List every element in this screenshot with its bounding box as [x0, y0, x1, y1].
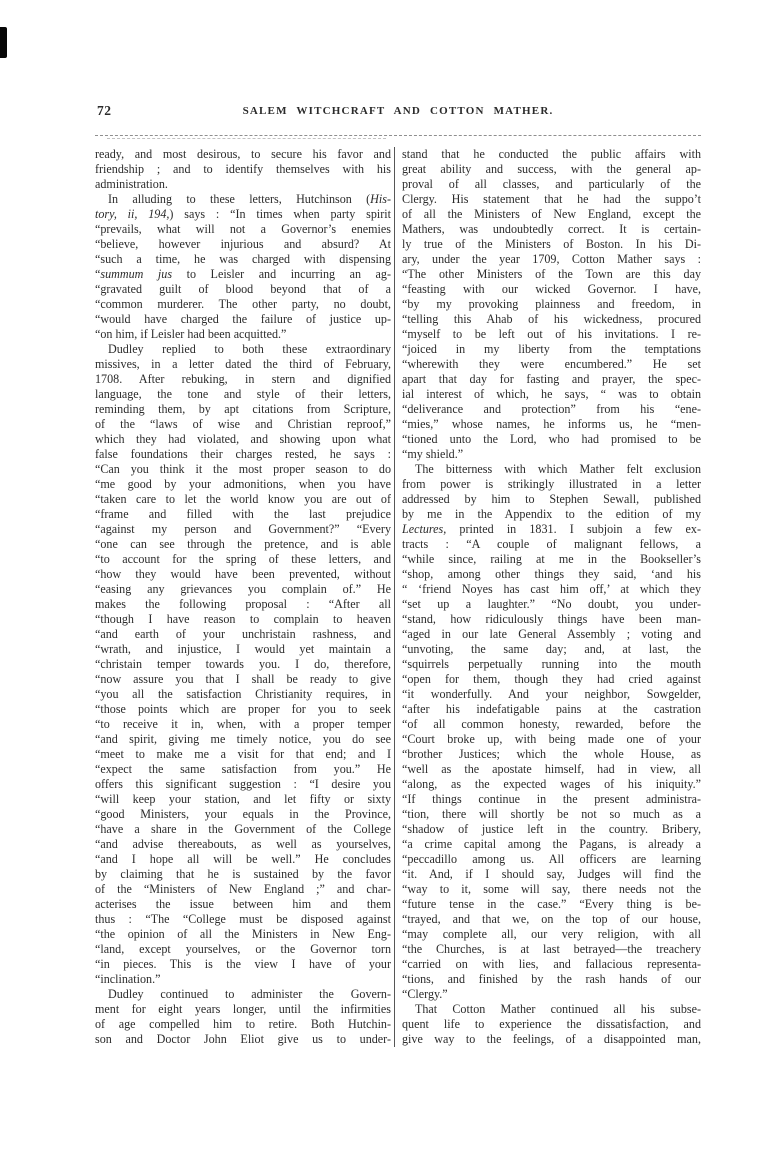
text-line: “how they would have been prevented, without [95, 567, 391, 581]
text-line: “telling this Ahab of his wickedness, procured [402, 312, 701, 326]
text-line: “and advise thereabouts, as well as yourselves, [95, 837, 391, 851]
text-line: That Cotton Mather continued all his subse- [415, 1002, 701, 1016]
text-line: quent life to experience the dissatisfaction, and [402, 1017, 701, 1031]
text-line: “gravated guilt of blood beyond that of a [95, 282, 391, 296]
text-line: The bitterness with which Mather felt exclusion [415, 462, 701, 476]
text-line: “stand, how ridiculously things have been man- [402, 612, 701, 626]
text-line: “though I have reason to complain to heaven [95, 612, 391, 626]
text-line: “easing any grievances you complain of.” He [95, 582, 391, 596]
text-line: “to account for the spring of these letters, and [95, 552, 391, 566]
text-line: false foundations their charges rested, he says : [95, 447, 391, 461]
text-line: “Can you think it the most proper season to do [95, 462, 391, 476]
text-line: “open for them, though they had cried against [402, 672, 701, 686]
text-line: ial interest of which, he says, “ was to obtain [402, 387, 701, 401]
text-column-left [95, 147, 391, 1047]
page-number: 72 [97, 103, 112, 118]
text-line: “it. And, if I should say, Judges will find the [402, 867, 701, 881]
text-line: of all the Ministers of New England, except the [402, 207, 701, 221]
text-line: missives, in a letter dated the third of February, [95, 357, 391, 371]
text-line: “expect the same satisfaction from you.” He [95, 762, 391, 776]
text-line: “shop, among other things they said, ‘and his [402, 567, 701, 581]
text-line: addressed by him to Stephen Sewall, published [402, 492, 701, 506]
text-line: “shadow of justice left in the country. Bribery, [402, 822, 701, 836]
text-line: son and Doctor John Eliot give us to under- [95, 1032, 391, 1046]
text-line: stand that he conducted the public affairs with [402, 147, 701, 161]
text-line: “land, except yourselves, or the Governor torn [95, 942, 391, 956]
text-line: tory, ii, 194,) says : “In times when party spirit [95, 207, 391, 221]
text-line: by me in the Appendix to the edition of my [402, 507, 701, 521]
text-line: “aged in our late General Assembly ; voting and [402, 627, 701, 641]
text-line: “wherewith they were encumbered.” He set [402, 357, 701, 371]
text-line: language, the tone and style of their letters, [95, 387, 391, 401]
text-line: “now assure you that I shall be ready to give [95, 672, 391, 686]
header-rule [95, 135, 701, 140]
text-line: “trayed, and that we, on the top of our house, [402, 912, 701, 926]
text-line: “way to it, some will say, there needs not the [402, 882, 701, 896]
text-line: “well as the apostate himself, had in view, all [402, 762, 701, 776]
text-line: “you all the satisfaction Christianity requires, in [95, 687, 391, 701]
text-line: “Clergy.” [402, 987, 448, 1001]
text-body [95, 147, 701, 1047]
text-line: “common murderer. The other party, no doubt, [95, 297, 391, 311]
running-header [95, 102, 701, 122]
text-line: administration. [95, 177, 168, 191]
text-line: In alluding to these letters, Hutchinson (His- [108, 192, 391, 206]
text-line: “against my person and Government?” “Every [95, 522, 391, 536]
text-line: “by my provoking plainness and freedom, in [402, 297, 701, 311]
text-line: Clergy. His statement that he had the suppo’t [402, 192, 701, 206]
text-line: “prevails, what will not a Governor’s enemies [95, 222, 391, 236]
text-line: “after his indefatigable pains at the castration [402, 702, 701, 716]
text-line: ready, and most desirous, to secure his favor and [95, 147, 391, 161]
text-line: “tioned unto the Lord, who had promised to be [402, 432, 701, 446]
text-line: “to receive it in, when, with a proper temper [95, 717, 391, 731]
text-line: “and I hope all will be well.” He concludes [95, 852, 391, 866]
text-line: “may complete all, our very religion, with all [402, 927, 701, 941]
text-line: of the “laws of wise and Christian reproof,” [95, 417, 391, 431]
text-line: “the Churches, is at last betrayed—the treachery [402, 942, 701, 956]
text-line: of the “Ministers of New England ;” and char- [95, 882, 391, 896]
text-line: “joiced in my liberty from the temptations [402, 342, 701, 356]
text-line: “good Ministers, your equals in the Province, [95, 807, 391, 821]
text-line: “a crime capital among the Pagans, is already a [402, 837, 701, 851]
text-line: tracts : “A couple of malignant fellows, a [402, 537, 701, 551]
text-line: “meet to make me a visit for that end; and I [95, 747, 391, 761]
text-line: “If things continue in the present administra- [402, 792, 701, 806]
text-line: “carried on with lies, and fallacious representa- [402, 957, 701, 971]
text-line: “wrath, and injustice, I would yet maintain a [95, 642, 391, 656]
text-line: Lectures, printed in 1831. I subjoin a few ex- [402, 522, 701, 536]
text-line: friendship ; and to identify themselves with his [95, 162, 391, 176]
text-line: “inclination.” [95, 972, 161, 986]
text-line: “on him, if Leisler had been acquitted.” [95, 327, 287, 341]
text-line: “The other Ministers of the Town are this day [402, 267, 701, 281]
text-line: “such a time, he was charged with dispensing [95, 252, 391, 266]
text-line: “and spirit, giving me timely notice, you do see [95, 732, 391, 746]
text-line: “mies,” whose names, he informs us, he “men- [402, 417, 701, 431]
text-line: “while since, railing at me in the Bookseller’s [402, 552, 701, 566]
text-line: ary, under the year 1709, Cotton Mather says : [402, 252, 701, 266]
text-line: Mathers, was undoubtedly correct. It is certain- [402, 222, 701, 236]
text-line: “frame and filled with the last prejudice [95, 507, 391, 521]
text-line: “of all common honesty, rewarded, before the [402, 717, 701, 731]
text-line: “my shield.” [402, 447, 464, 461]
text-line: “it wonderfully. And your neighbor, Sowgelder, [402, 687, 701, 701]
text-line: “taken care to let the world know you are out of [95, 492, 391, 506]
text-line: of age compelled him to retire. Both Hutchin- [95, 1017, 391, 1031]
text-line: give way to the feelings, of a disappointed man, [402, 1032, 701, 1046]
text-line: Dudley replied to both these extraordinary [108, 342, 391, 356]
text-line: 1708. After rebuking, in stern and dignified [95, 372, 391, 386]
text-line: from power is strikingly illustrated in a letter [402, 477, 701, 491]
text-line: “believe, however injurious and absurd? At [95, 237, 391, 251]
text-line: “along, as the expected wages of his iniquity.” [402, 777, 701, 791]
text-line: makes the following proposal : “After all [95, 597, 391, 611]
text-line: “deliverance and protection” from his “ene- [402, 402, 701, 416]
text-line: “those points which are proper for you to seek [95, 702, 391, 716]
text-line: “tion, there will shortly be not so much as a [402, 807, 701, 821]
text-line: “squirrels perpetually running into the mouth [402, 657, 701, 671]
text-line: “brother Justices; which the whole House, as [402, 747, 701, 761]
scan-edge-artifact [0, 27, 7, 58]
text-line: “the opinion of all the Ministers in New Eng- [95, 927, 391, 941]
text-line: by claiming that he is sustained by the favor [95, 867, 391, 881]
text-line: “feasting with our wicked Governor. I have, [402, 282, 701, 296]
text-line: “ ‘friend Noyes has cast him off,’ at which they [402, 582, 701, 596]
text-line: “and earth of your unchristain rashness, and [95, 627, 391, 641]
text-line: “christain temper towards you. I do, therefore, [95, 657, 391, 671]
text-column-right [402, 147, 701, 1047]
text-line: offers this significant suggestion : “I desire you [95, 777, 391, 791]
text-line: apart that day for fasting and prayer, the spec- [402, 372, 701, 386]
text-line: “me good by your admonitions, when you have [95, 477, 391, 491]
text-line: “would have charged the failure of justice up- [95, 312, 391, 326]
text-line: “unvoting, the same day; and, at last, the [402, 642, 701, 656]
text-line: thus : “The “College must be disposed against [95, 912, 391, 926]
text-line: Dudley continued to administer the Govern- [108, 987, 391, 1001]
text-line: “Court broke up, with being made one of your [402, 732, 701, 746]
text-line: acterises the issue between him and them [95, 897, 391, 911]
text-line: ment for eight years longer, until the infirmities [95, 1002, 391, 1016]
text-line: which they had violated, and showing upon what [95, 432, 391, 446]
text-line: “myself to be left out of his invitations. I re- [402, 327, 701, 341]
text-line: “will keep your station, and let fifty or sixty [95, 792, 391, 806]
text-line: “future tense in the case.” “Every thing is be- [402, 897, 701, 911]
text-line: “set up a laughter.” “No doubt, you under- [402, 597, 701, 611]
text-line: “one can see through the pretence, and is able [95, 537, 391, 551]
text-line: “peccadillo among us. All officers are learning [402, 852, 701, 866]
text-line: “in pieces. This is the view I have of your [95, 957, 391, 971]
text-line: “tions, and finished by the rash hands of our [402, 972, 701, 986]
text-line: “have a share in the Government of the College [95, 822, 391, 836]
column-divider [394, 147, 395, 1047]
text-line: great ability and success, with the general ap- [402, 162, 701, 176]
text-line: proval of all classes, and particularly of the [402, 177, 701, 191]
text-line: ly true of the Ministers of Boston. In his Di- [402, 237, 701, 251]
text-line: “summum jus to Leisler and incurring an ag- [95, 267, 391, 281]
running-header-title: SALEM WITCHCRAFT AND COTTON MATHER. [242, 105, 554, 117]
text-line: reminding them, by apt citations from Scripture, [95, 402, 391, 416]
